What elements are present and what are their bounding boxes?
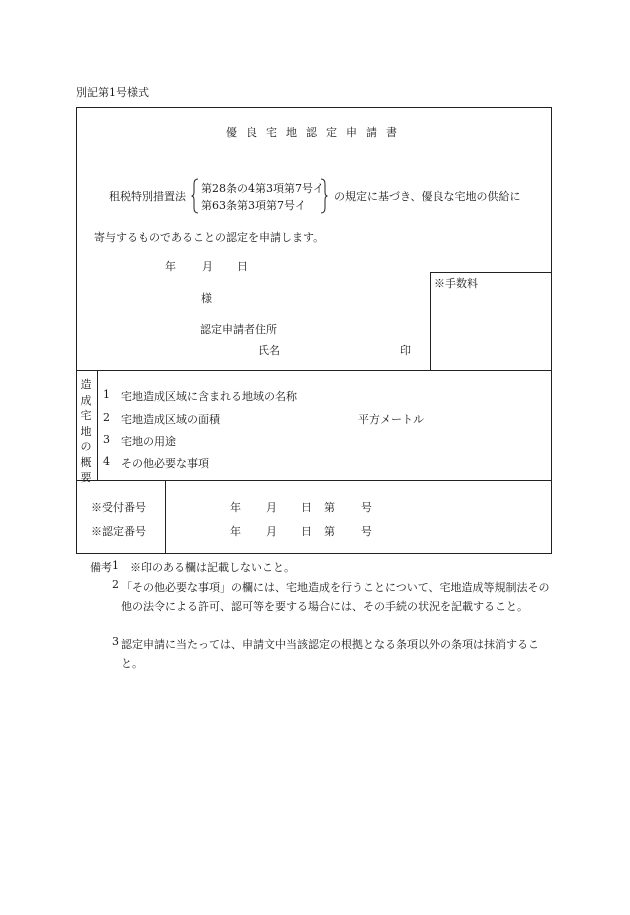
form-label: 別記第1号様式 bbox=[76, 86, 149, 99]
overview-side-divider bbox=[97, 370, 98, 480]
law-name: 租税特別措置法 bbox=[109, 190, 186, 203]
form-title: 優良宅地認定申請書 bbox=[226, 126, 406, 139]
note-text: ※印のある欄は記載しないこと。 bbox=[130, 561, 295, 574]
note-text: 「その他必要な事項」の欄には、宅地造成を行うことについて、宅地造成等規制法その他の法令による許可、認可等を要する場合には、その手続の状況を記載すること。 bbox=[121, 581, 550, 613]
received-year-label: 年 bbox=[230, 501, 241, 514]
overview-side-char: の bbox=[80, 440, 92, 453]
note-number: 3 bbox=[112, 635, 119, 648]
certified-month-label: 月 bbox=[266, 525, 277, 538]
date-month-label: 月 bbox=[202, 260, 213, 273]
application-form-frame bbox=[76, 107, 552, 554]
overview-side-char: 成 bbox=[80, 393, 92, 407]
fee-box-top bbox=[430, 272, 552, 273]
overview-item-text: その他必要な事項 bbox=[121, 457, 209, 470]
notes-heading: 備考 bbox=[90, 561, 112, 574]
addressee-suffix: 様 bbox=[201, 292, 212, 305]
overview-item-text: 宅地の用途 bbox=[121, 435, 176, 448]
overview-item-number: 4 bbox=[103, 455, 110, 468]
note-number: 1 bbox=[112, 559, 119, 572]
overview-side-char: 要 bbox=[80, 471, 92, 484]
certified-go-label: 号 bbox=[361, 525, 372, 538]
application-text-after-clause: の規定に基づき、優良な宅地の供給に bbox=[334, 190, 521, 203]
received-go-label: 号 bbox=[361, 501, 372, 514]
received-day-label: 日 bbox=[301, 501, 312, 514]
overview-item-text: 宅地造成区域の面積 bbox=[121, 413, 220, 426]
applicant-address-label: 認定申請者住所 bbox=[200, 323, 277, 336]
overview-side-char: 造 bbox=[80, 378, 92, 391]
date-year-label: 年 bbox=[165, 260, 176, 273]
certified-number-label: ※認定番号 bbox=[91, 525, 146, 538]
seal-label: 印 bbox=[400, 344, 411, 357]
overview-side-char: 宅 bbox=[80, 409, 92, 422]
divider-lower bbox=[76, 480, 552, 481]
received-number-label: ※受付番号 bbox=[91, 501, 146, 514]
divider-upper bbox=[76, 370, 552, 371]
overview-item-number: 2 bbox=[103, 411, 110, 424]
application-text-line-2: 寄与するものであることの認定を申請します。 bbox=[94, 231, 325, 244]
note-text: 認定申請に当たっては、申請文中当該認定の根拠となる条項以外の条項は抹消すること。 bbox=[121, 638, 539, 670]
overview-item-text: 宅地造成区域に含まれる地域の名称 bbox=[121, 390, 297, 403]
overview-side-label bbox=[78, 377, 94, 486]
date-day-label: 日 bbox=[237, 260, 248, 273]
clause-option-2: 第63条第3項第7号イ bbox=[201, 199, 306, 212]
note-number: 2 bbox=[112, 578, 119, 591]
receipt-divider bbox=[165, 480, 166, 554]
left-brace-icon bbox=[191, 178, 199, 214]
clause-option-1: 第28条の4第3項第7号イ bbox=[201, 182, 324, 195]
certified-day-label: 日 bbox=[301, 525, 312, 538]
received-month-label: 月 bbox=[266, 501, 277, 514]
overview-item-number: 3 bbox=[103, 433, 110, 446]
received-dai-label: 第 bbox=[324, 501, 335, 514]
certified-dai-label: 第 bbox=[324, 525, 335, 538]
overview-side-char: 概 bbox=[80, 455, 92, 469]
applicant-name-label: 氏名 bbox=[258, 344, 280, 357]
certified-year-label: 年 bbox=[230, 525, 241, 538]
overview-item-number: 1 bbox=[103, 388, 110, 401]
area-unit-label: 平方メートル bbox=[358, 413, 424, 426]
overview-side-char: 地 bbox=[80, 424, 92, 438]
right-brace-icon bbox=[320, 178, 328, 214]
fee-label: ※手数料 bbox=[434, 277, 478, 290]
fee-box-left bbox=[430, 272, 431, 370]
